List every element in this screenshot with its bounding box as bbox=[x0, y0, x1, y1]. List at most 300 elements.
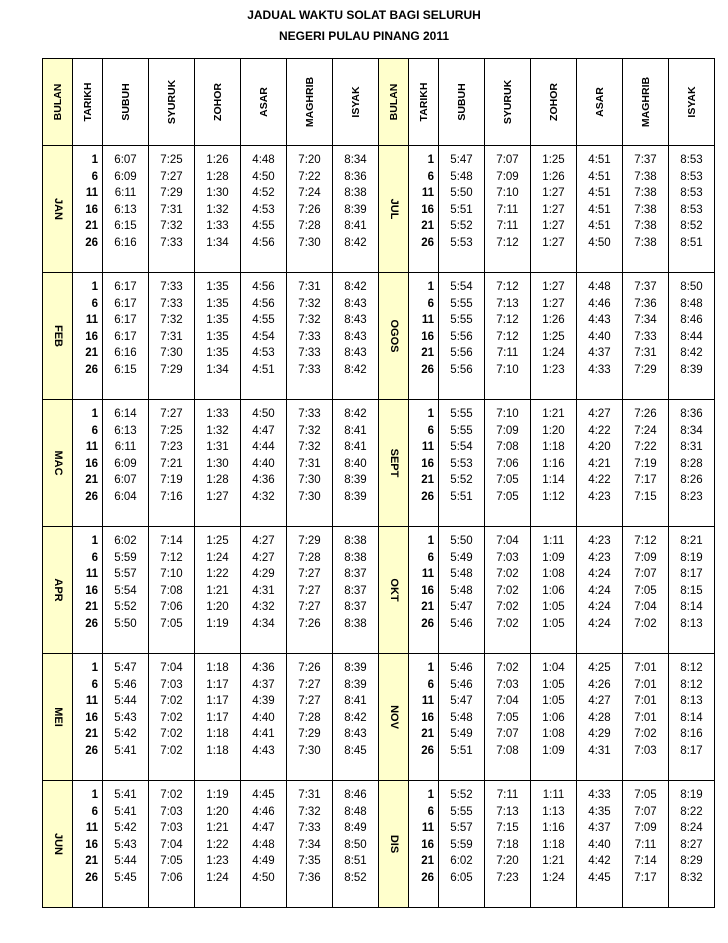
zohor-time: 1:24 bbox=[542, 871, 565, 884]
asar-time: 4:32 bbox=[252, 490, 275, 503]
isyak-time: 8:45 bbox=[344, 744, 367, 757]
page-title: JADUAL WAKTU SOLAT BAGI SELURUH bbox=[247, 8, 481, 22]
syuruk-time: 7:12 bbox=[160, 551, 183, 564]
syuruk-time: 7:32 bbox=[160, 314, 183, 326]
date-value: 1 bbox=[427, 789, 434, 801]
asar-time: 4:37 bbox=[588, 347, 611, 359]
asar-time: 4:22 bbox=[588, 424, 611, 437]
table-row bbox=[43, 146, 715, 273]
subuh-time: 6:11 bbox=[114, 187, 137, 199]
zohor-time: 1:05 bbox=[542, 617, 565, 630]
syuruk-time: 7:09 bbox=[496, 424, 519, 437]
zohor-cell bbox=[195, 146, 241, 273]
syuruk-time: 7:02 bbox=[160, 728, 183, 740]
asar-time: 4:39 bbox=[252, 695, 275, 707]
isyak-time: 8:42 bbox=[344, 711, 367, 724]
date-value: 21 bbox=[85, 728, 98, 740]
subuh-time: 5:41 bbox=[114, 805, 137, 818]
subuh-time: 6:14 bbox=[114, 408, 137, 420]
asar-time: 4:56 bbox=[252, 281, 275, 293]
column-header-label: MAGHRIB bbox=[639, 76, 652, 128]
syuruk-time: 7:25 bbox=[160, 154, 183, 166]
date-value: 21 bbox=[421, 728, 434, 740]
zohor-time: 1:35 bbox=[206, 330, 229, 343]
subuh-time: 6:02 bbox=[450, 855, 473, 867]
asar-time: 4:53 bbox=[252, 347, 275, 359]
maghrib-time: 7:02 bbox=[634, 617, 657, 630]
syuruk-time: 7:02 bbox=[160, 789, 183, 801]
asar-time: 4:21 bbox=[588, 457, 611, 470]
isyak-time: 8:38 bbox=[344, 617, 367, 630]
syuruk-time: 7:08 bbox=[160, 584, 183, 597]
syuruk-time: 7:02 bbox=[160, 695, 183, 707]
month-label-cell bbox=[43, 654, 73, 781]
isyak-time: 8:38 bbox=[344, 551, 367, 564]
date-value: 6 bbox=[427, 805, 434, 818]
isyak-time: 8:52 bbox=[680, 220, 703, 232]
syuruk-time: 7:13 bbox=[496, 805, 519, 818]
syuruk-time: 7:10 bbox=[160, 568, 183, 580]
maghrib-cell bbox=[287, 781, 333, 908]
subuh-time: 5:52 bbox=[450, 789, 473, 801]
zohor-time: 1:18 bbox=[542, 838, 565, 851]
syuruk-time: 7:05 bbox=[160, 617, 183, 630]
zohor-time: 1:32 bbox=[206, 424, 229, 437]
asar-cell bbox=[577, 781, 623, 908]
zohor-time: 1:08 bbox=[542, 728, 565, 740]
isyak-time: 8:24 bbox=[680, 822, 703, 834]
date-value: 1 bbox=[91, 408, 98, 420]
date-value: 16 bbox=[421, 457, 434, 470]
subuh-time: 5:42 bbox=[114, 822, 137, 834]
subuh-time: 5:46 bbox=[450, 662, 473, 674]
syuruk-time: 7:23 bbox=[160, 441, 183, 453]
zohor-time: 1:31 bbox=[206, 441, 229, 453]
column-header-label: SYURUK bbox=[501, 79, 514, 125]
zohor-time: 1:24 bbox=[206, 551, 229, 564]
isyak-time: 8:40 bbox=[344, 457, 367, 470]
asar-time: 4:52 bbox=[252, 187, 275, 199]
isyak-time: 8:19 bbox=[680, 551, 703, 564]
column-header-label: SYURUK bbox=[165, 79, 178, 125]
asar-time: 4:45 bbox=[252, 789, 275, 801]
zohor-time: 1:20 bbox=[206, 805, 229, 818]
date-value: 11 bbox=[85, 441, 98, 453]
maghrib-time: 7:33 bbox=[634, 330, 657, 343]
zohor-time: 1:19 bbox=[206, 789, 229, 801]
isyak-time: 8:36 bbox=[680, 408, 703, 420]
isyak-time: 8:37 bbox=[344, 601, 367, 613]
syuruk-cell bbox=[485, 781, 531, 908]
column-header-asar bbox=[577, 59, 623, 146]
asar-time: 4:36 bbox=[252, 474, 275, 486]
maghrib-time: 7:38 bbox=[634, 187, 657, 199]
isyak-time: 8:38 bbox=[344, 187, 367, 199]
maghrib-cell bbox=[623, 781, 669, 908]
isyak-cell bbox=[333, 781, 379, 908]
page-subtitle: NEGERI PULAU PINANG 2011 bbox=[278, 29, 450, 43]
asar-time: 4:43 bbox=[588, 314, 611, 326]
isyak-time: 8:53 bbox=[680, 154, 703, 166]
asar-time: 4:40 bbox=[252, 711, 275, 724]
syuruk-time: 7:03 bbox=[496, 551, 519, 564]
isyak-cell bbox=[333, 527, 379, 654]
month-label-cell bbox=[43, 146, 73, 273]
subuh-time: 5:50 bbox=[114, 617, 137, 630]
date-value: 21 bbox=[421, 474, 434, 486]
maghrib-time: 7:32 bbox=[298, 441, 321, 453]
subuh-time: 5:55 bbox=[450, 314, 473, 326]
date-value: 1 bbox=[427, 408, 434, 420]
month-name: NOV bbox=[387, 705, 400, 729]
maghrib-time: 7:32 bbox=[298, 805, 321, 818]
asar-cell bbox=[577, 273, 623, 400]
maghrib-cell bbox=[623, 273, 669, 400]
subuh-time: 5:51 bbox=[450, 490, 473, 503]
isyak-time: 8:41 bbox=[344, 695, 367, 707]
subuh-cell bbox=[439, 146, 485, 273]
maghrib-cell bbox=[287, 654, 333, 781]
date-cell bbox=[73, 654, 103, 781]
isyak-time: 8:34 bbox=[344, 154, 367, 166]
zohor-cell bbox=[195, 654, 241, 781]
month-label-cell bbox=[379, 781, 409, 908]
subuh-time: 5:53 bbox=[450, 457, 473, 470]
maghrib-time: 7:32 bbox=[298, 297, 321, 310]
subuh-time: 5:47 bbox=[114, 662, 137, 674]
date-value: 11 bbox=[421, 568, 434, 580]
asar-time: 4:32 bbox=[252, 601, 275, 613]
asar-time: 4:27 bbox=[252, 535, 275, 547]
column-header-bulan bbox=[43, 59, 73, 146]
syuruk-time: 7:11 bbox=[496, 220, 519, 232]
subuh-time: 6:04 bbox=[114, 490, 137, 503]
prayer-times-table bbox=[42, 58, 715, 908]
date-cell bbox=[73, 527, 103, 654]
maghrib-time: 7:12 bbox=[634, 535, 657, 547]
syuruk-time: 7:02 bbox=[496, 617, 519, 630]
maghrib-time: 7:11 bbox=[634, 838, 657, 851]
maghrib-time: 7:09 bbox=[634, 551, 657, 564]
subuh-time: 6:09 bbox=[114, 457, 137, 470]
subuh-time: 5:50 bbox=[450, 535, 473, 547]
isyak-time: 8:12 bbox=[680, 662, 703, 674]
asar-time: 4:56 bbox=[252, 297, 275, 310]
zohor-time: 1:35 bbox=[206, 347, 229, 359]
asar-time: 4:53 bbox=[252, 203, 275, 216]
asar-time: 4:54 bbox=[252, 330, 275, 343]
maghrib-time: 7:26 bbox=[298, 662, 321, 674]
zohor-time: 1:09 bbox=[542, 744, 565, 757]
column-header-tarikh bbox=[73, 59, 103, 146]
isyak-time: 8:14 bbox=[680, 601, 703, 613]
maghrib-time: 7:31 bbox=[298, 281, 321, 293]
isyak-time: 8:44 bbox=[680, 330, 703, 343]
syuruk-time: 7:06 bbox=[160, 871, 183, 884]
asar-time: 4:51 bbox=[588, 220, 611, 232]
table-header-row bbox=[43, 59, 715, 146]
maghrib-time: 7:36 bbox=[298, 871, 321, 884]
zohor-time: 1:35 bbox=[206, 314, 229, 326]
column-header-label: MAGHRIB bbox=[303, 76, 316, 128]
isyak-cell bbox=[333, 273, 379, 400]
maghrib-time: 7:37 bbox=[634, 154, 657, 166]
subuh-time: 5:48 bbox=[450, 584, 473, 597]
maghrib-cell bbox=[623, 146, 669, 273]
column-header-tarikh bbox=[409, 59, 439, 146]
zohor-time: 1:22 bbox=[206, 568, 229, 580]
syuruk-time: 7:05 bbox=[496, 490, 519, 503]
subuh-time: 5:41 bbox=[114, 789, 137, 801]
column-header-subuh bbox=[439, 59, 485, 146]
maghrib-time: 7:30 bbox=[298, 744, 321, 757]
date-value: 21 bbox=[421, 855, 434, 867]
syuruk-time: 7:03 bbox=[496, 678, 519, 691]
maghrib-cell bbox=[623, 654, 669, 781]
asar-time: 4:51 bbox=[252, 363, 275, 376]
isyak-time: 8:39 bbox=[344, 203, 367, 216]
zohor-time: 1:23 bbox=[542, 363, 565, 376]
maghrib-time: 7:30 bbox=[298, 236, 321, 249]
date-value: 1 bbox=[427, 535, 434, 547]
asar-time: 4:34 bbox=[252, 617, 275, 630]
subuh-cell bbox=[439, 273, 485, 400]
isyak-time: 8:12 bbox=[680, 678, 703, 691]
isyak-time: 8:42 bbox=[344, 236, 367, 249]
subuh-time: 6:05 bbox=[450, 871, 473, 884]
syuruk-time: 7:18 bbox=[496, 838, 519, 851]
date-value: 6 bbox=[91, 170, 98, 183]
subuh-time: 6:15 bbox=[114, 220, 137, 232]
isyak-time: 8:14 bbox=[680, 711, 703, 724]
isyak-time: 8:42 bbox=[680, 347, 703, 359]
date-value: 11 bbox=[421, 314, 434, 326]
asar-time: 4:47 bbox=[252, 822, 275, 834]
column-header-syuruk bbox=[149, 59, 195, 146]
subuh-time: 5:55 bbox=[450, 297, 473, 310]
syuruk-time: 7:30 bbox=[160, 347, 183, 359]
syuruk-time: 7:27 bbox=[160, 408, 183, 420]
date-value: 16 bbox=[421, 584, 434, 597]
isyak-time: 8:48 bbox=[344, 805, 367, 818]
maghrib-time: 7:27 bbox=[298, 678, 321, 691]
subuh-time: 5:55 bbox=[450, 424, 473, 437]
zohor-cell bbox=[531, 781, 577, 908]
month-name: APR bbox=[51, 578, 64, 602]
subuh-time: 5:43 bbox=[114, 711, 137, 724]
maghrib-time: 7:02 bbox=[634, 728, 657, 740]
table-row bbox=[43, 527, 715, 654]
asar-time: 4:55 bbox=[252, 314, 275, 326]
syuruk-time: 7:10 bbox=[496, 363, 519, 376]
date-value: 6 bbox=[91, 805, 98, 818]
date-value: 11 bbox=[85, 695, 98, 707]
date-value: 6 bbox=[427, 424, 434, 437]
asar-time: 4:40 bbox=[588, 330, 611, 343]
date-value: 6 bbox=[91, 551, 98, 564]
column-header-label: BULAN bbox=[387, 83, 400, 121]
zohor-time: 1:33 bbox=[206, 220, 229, 232]
isyak-time: 8:36 bbox=[344, 170, 367, 183]
date-value: 26 bbox=[421, 744, 434, 757]
zohor-time: 1:24 bbox=[542, 347, 565, 359]
subuh-time: 5:56 bbox=[450, 347, 473, 359]
isyak-cell bbox=[669, 781, 715, 908]
maghrib-time: 7:07 bbox=[634, 568, 657, 580]
asar-time: 4:36 bbox=[252, 662, 275, 674]
subuh-time: 5:55 bbox=[450, 805, 473, 818]
subuh-time: 6:16 bbox=[114, 236, 137, 249]
syuruk-time: 7:03 bbox=[160, 805, 183, 818]
maghrib-cell bbox=[623, 527, 669, 654]
syuruk-time: 7:13 bbox=[496, 297, 519, 310]
asar-time: 4:46 bbox=[252, 805, 275, 818]
maghrib-cell bbox=[623, 400, 669, 527]
asar-time: 4:27 bbox=[252, 551, 275, 564]
isyak-time: 8:17 bbox=[680, 744, 703, 757]
maghrib-time: 7:05 bbox=[634, 789, 657, 801]
subuh-time: 5:49 bbox=[450, 551, 473, 564]
syuruk-time: 7:08 bbox=[496, 441, 519, 453]
isyak-time: 8:38 bbox=[344, 535, 367, 547]
column-header-isyak bbox=[333, 59, 379, 146]
date-cell bbox=[73, 273, 103, 400]
date-value: 26 bbox=[85, 236, 98, 249]
zohor-time: 1:22 bbox=[206, 838, 229, 851]
month-label-cell bbox=[379, 654, 409, 781]
syuruk-time: 7:05 bbox=[496, 711, 519, 724]
table-row bbox=[43, 781, 715, 908]
maghrib-time: 7:33 bbox=[298, 408, 321, 420]
asar-time: 4:28 bbox=[588, 711, 611, 724]
column-header-isyak bbox=[669, 59, 715, 146]
zohor-time: 1:05 bbox=[542, 678, 565, 691]
subuh-cell bbox=[439, 654, 485, 781]
syuruk-time: 7:33 bbox=[160, 281, 183, 293]
month-name: SEPT bbox=[387, 448, 400, 478]
subuh-time: 6:02 bbox=[114, 535, 137, 547]
subuh-time: 6:11 bbox=[114, 441, 137, 453]
column-header-zohor bbox=[531, 59, 577, 146]
subuh-time: 5:51 bbox=[450, 744, 473, 757]
date-value: 11 bbox=[85, 187, 98, 199]
subuh-time: 5:46 bbox=[450, 617, 473, 630]
isyak-time: 8:37 bbox=[344, 568, 367, 580]
zohor-time: 1:09 bbox=[542, 551, 565, 564]
maghrib-time: 7:29 bbox=[634, 363, 657, 376]
date-value: 21 bbox=[85, 855, 98, 867]
zohor-time: 1:32 bbox=[206, 203, 229, 216]
month-label-cell bbox=[43, 400, 73, 527]
column-header-maghrib bbox=[287, 59, 333, 146]
date-value: 1 bbox=[427, 281, 434, 293]
maghrib-time: 7:32 bbox=[298, 314, 321, 326]
maghrib-time: 7:30 bbox=[298, 474, 321, 486]
date-value: 11 bbox=[85, 314, 98, 326]
date-cell bbox=[73, 146, 103, 273]
maghrib-time: 7:33 bbox=[298, 347, 321, 359]
zohor-time: 1:13 bbox=[542, 805, 565, 818]
maghrib-time: 7:27 bbox=[298, 568, 321, 580]
subuh-time: 6:13 bbox=[114, 203, 137, 216]
zohor-time: 1:18 bbox=[542, 441, 565, 453]
isyak-time: 8:15 bbox=[680, 584, 703, 597]
date-value: 1 bbox=[91, 662, 98, 674]
syuruk-time: 7:02 bbox=[496, 568, 519, 580]
zohor-time: 1:20 bbox=[206, 601, 229, 613]
maghrib-time: 7:37 bbox=[634, 281, 657, 293]
date-value: 6 bbox=[427, 170, 434, 183]
syuruk-cell bbox=[149, 400, 195, 527]
date-value: 1 bbox=[91, 281, 98, 293]
date-value: 21 bbox=[421, 220, 434, 232]
zohor-time: 1:27 bbox=[542, 220, 565, 232]
zohor-time: 1:34 bbox=[206, 236, 229, 249]
isyak-time: 8:43 bbox=[344, 314, 367, 326]
isyak-time: 8:53 bbox=[680, 203, 703, 216]
column-header-label: BULAN bbox=[51, 83, 64, 121]
maghrib-time: 7:31 bbox=[298, 789, 321, 801]
column-header-label: ISYAK bbox=[349, 86, 362, 118]
zohor-time: 1:26 bbox=[206, 154, 229, 166]
syuruk-cell bbox=[485, 527, 531, 654]
zohor-cell bbox=[195, 781, 241, 908]
maghrib-time: 7:33 bbox=[298, 363, 321, 376]
syuruk-time: 7:06 bbox=[160, 601, 183, 613]
maghrib-time: 7:17 bbox=[634, 871, 657, 884]
syuruk-time: 7:11 bbox=[496, 347, 519, 359]
asar-time: 4:23 bbox=[588, 490, 611, 503]
isyak-time: 8:29 bbox=[680, 855, 703, 867]
syuruk-time: 7:11 bbox=[496, 789, 519, 801]
date-value: 21 bbox=[85, 347, 98, 359]
date-value: 21 bbox=[421, 347, 434, 359]
asar-time: 4:40 bbox=[588, 838, 611, 851]
maghrib-time: 7:20 bbox=[298, 154, 321, 166]
zohor-time: 1:23 bbox=[206, 855, 229, 867]
isyak-time: 8:52 bbox=[344, 871, 367, 884]
maghrib-time: 7:33 bbox=[298, 330, 321, 343]
asar-time: 4:50 bbox=[588, 236, 611, 249]
asar-cell bbox=[241, 400, 287, 527]
subuh-time: 5:56 bbox=[450, 363, 473, 376]
syuruk-cell bbox=[149, 273, 195, 400]
zohor-time: 1:05 bbox=[542, 601, 565, 613]
asar-time: 4:25 bbox=[588, 662, 611, 674]
date-value: 1 bbox=[91, 154, 98, 166]
syuruk-time: 7:04 bbox=[160, 662, 183, 674]
maghrib-time: 7:24 bbox=[634, 424, 657, 437]
date-value: 11 bbox=[421, 822, 434, 834]
asar-cell bbox=[241, 273, 287, 400]
maghrib-time: 7:28 bbox=[298, 220, 321, 232]
syuruk-time: 7:04 bbox=[160, 838, 183, 851]
asar-time: 4:33 bbox=[588, 363, 611, 376]
isyak-time: 8:13 bbox=[680, 695, 703, 707]
subuh-time: 5:47 bbox=[450, 601, 473, 613]
isyak-time: 8:16 bbox=[680, 728, 703, 740]
syuruk-time: 7:02 bbox=[496, 662, 519, 674]
zohor-time: 1:21 bbox=[542, 408, 565, 420]
maghrib-time: 7:36 bbox=[634, 297, 657, 310]
zohor-time: 1:27 bbox=[206, 490, 229, 503]
maghrib-time: 7:15 bbox=[634, 490, 657, 503]
date-value: 26 bbox=[85, 744, 98, 757]
isyak-time: 8:41 bbox=[344, 220, 367, 232]
date-value: 6 bbox=[91, 297, 98, 310]
isyak-cell bbox=[333, 146, 379, 273]
zohor-time: 1:12 bbox=[542, 490, 565, 503]
